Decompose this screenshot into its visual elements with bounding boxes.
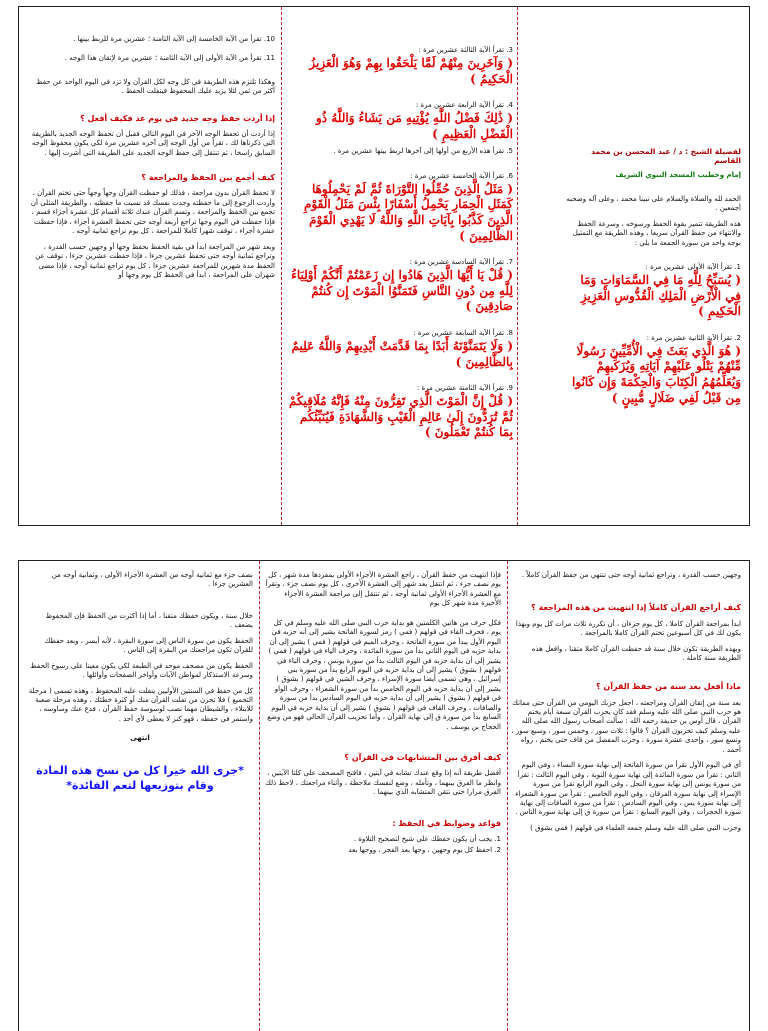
item-6 <box>287 163 513 244</box>
item-4 <box>287 92 513 142</box>
similar-verses-paragraph: أفضل طريقة أنه إذا وقع عندك تشابه في آيتين ، فافتح المصحف على كلتا الآيتين ، وانظر ما الفرق بينهما ، وتأمله ، وضع لنفسك ملاحظة ، وأثناء مراجعتك ، لاحظ ذلك الفرق مرارا حتى تتقن المتشابه الذي بينهما . <box>265 769 501 797</box>
item-7-verse: ( قُلْ يَا أَيُّهَا الَّذِينَ هَادُوا إِن زَعَمْتُمْ أَنَّكُمْ أَوْلِيَاءُ لِلَّهِ مِن دُونِ النَّاسِ فَتَمَنَّوُا الْمَوْتَ إِن كُنتُمْ صَادِقِينَ ) <box>291 268 513 314</box>
page1-right-column <box>563 7 741 525</box>
intro-method: هذه الطريقة تتميز بقوة الحفظ ورسوخه ، وسرعة الحفظ والانتهاء من حفظ القرآن سريعا ، وهذه الطريقة مع التمثيل بوجه واحد من سورة الجمعة ما يلي : <box>572 219 741 247</box>
intro-paragraph: وجهين حسب القدرة ، وتراجع ثمانية أوجه حتى تنتهي من حفظ القرآن كاملاً . <box>521 571 741 579</box>
mushaf-paragraph: الحفظ يكون من مصحف موحد في الطبعة لكي يكون معينا على رسوخ الحفظ وسرعة الاستذكار لمواطن الآيات وأواخر الصفحات وأوائلها . <box>30 661 253 680</box>
rule-1: 1. يجب أن يكون حفظك على شيخ لتصحيح التلاوة . <box>353 834 501 843</box>
heading-memorize-review: كيف أجمع بين الحفظ والمراجعة ؟ <box>141 173 275 183</box>
item-4-verse: ( ذَٰلِكَ فَضْلُ اللَّهِ يُؤْتِيهِ مَن يَشَاءُ وَاللَّهُ ذُو الْفَضْلِ الْعَظِيمِ ) <box>315 111 513 141</box>
item-10: 10. تقرأ من الآية الخامسة إلى الآية الثامنة ؛ عشرين مرة للربط بينها . <box>73 35 275 43</box>
mnemonic-explanation-paragraph: فكل حرف من هاتين الكلمتين هو بداية حزب النبي صلى الله عليه وسلم في كل يوم ، فحرف الفاء في قولهم ( فمي ) رمز لسورة الفاتحة يشير إلى أنه حزبه في اليوم الأول يبدأ من سورة الفاتحة ، وحرف الميم في قولهم ( فمي ) يشير إلى أن بداية حزبه في اليوم الثاني بدأ من سورة المائدة ، وحرف الياء في قولهم ( فمي ) يشير إلى أن بداية حزبه في اليوم الثالث بدأ من سورة يونس ، وحرف الباء في قولهم ( بشوق ) يشير إلى أن بداية حزبه في اليوم الرابع بدأ من سورة بني إسرائيل ، وهي تسمى أيضا سورة الإسراء ، وحرف الشين في قولهم ( بشوق ) يشير إلى أن بداية حزبه في اليوم الخامس بدأ من سورة الشعراء ، وحرف الواو في قولهم ( بشوق ) يشير إلى أن بداية حزبه في اليوم السادس بدأ من سورة والصافات ، وحرف القاف في قولهم ( بشوق ) يشير إلى أن بداية حزبه في اليوم السابع بدأ من سورة ق إلى نهاية القرآن ، وأما تحزيب القرآن الحالي فهو من وضع الحجاج بن يوسف . <box>267 618 501 731</box>
hizb-mnemonic-paragraph: وحزب النبي صلى الله عليه وسلم جمعه العلماء في قولهم ( فمي بشوق ) <box>530 823 741 832</box>
new-page-paragraph: إذا أردت أن تحفظ الوجه الآخر في اليوم التالي فقبل أن تحفظ الوجه الجديد بالطريقة التي ذكرناها لك ، تقرأ من أول الوجه إلى آخره عشرين مرة لكي يكون محفوظ الوجه السابق راسخا ، ثم تنتقل إلى حفظ الوجه الجديد على الطريقة التي أشرت إليها . <box>31 129 275 157</box>
heading-new-page: إذا أردت حفظ وجه جديد في يوم غد فكيف أفعل ؟ <box>80 113 275 123</box>
item-7-lead: 7. تقرأ الآية السادسة عشرين مرة : <box>409 258 513 267</box>
heading-similar-verses: كيف أفرق بين المتشابهات في القرآن ؟ <box>344 753 501 762</box>
item-4-lead: 4. تقرأ الآية الرابعة عشرين مرة : <box>415 101 513 110</box>
item-11: 11. تقرأ من الآية الأولى إلى الآية الثامنة ؛ عشرين مرة لإتقان هذا الوجه . <box>64 54 275 63</box>
page2-left-column <box>27 561 253 1031</box>
item-9 <box>287 375 513 441</box>
page1-middle-column <box>287 7 513 525</box>
intro-praise: الحمد لله والصلاة والسلام على نبينا محمد ، وعلى آله وصحبه أجمعين . <box>566 194 741 213</box>
memorize-review-paragraph: لا تحفظ القرآن بدون مراجعة ، فذلك لو حفظت القرآن وجهاً وجهاً حتى تختم القرآن ، وأردت الرجوع إلى ما حفظته وجدت نفسك قد نسيت ما حفظته ، والطريقة المثلى أن تجمع بين الحفظ والمراجعة ، وتسم القرآن عندك ثلاثة أقسام كل عشرة أجزاء قسم ، فإذا حفظت في اليوم وجها تراجع أربعة أوجه حتى تحفظ العشرة أجزاء ، فإذا حفظت عشرة أجزاء ، توقف شهرا كاملا للمراجعة ، كل يوم تراجع ثمانية أوجه . <box>30 189 275 236</box>
item-7 <box>287 249 513 315</box>
page2-middle-column <box>265 561 501 1031</box>
column-divider <box>281 7 282 525</box>
daily-limit-note: وهكذا تلتزم هذه الطريقة في كل وجه لكل القرآن ولا تزد في اليوم الواحد عن حفظ أكثر من ثمن لئلا يزيد عليك المحفوظ فيتفلت الحفظ . <box>36 77 275 96</box>
column-divider <box>507 561 508 1031</box>
item-9-verse: ( قُلْ إِنَّ الْمَوْتَ الَّذِي تَفِرُّونَ مِنْهُ فَإِنَّهُ مُلَاقِيكُمْ ثُمَّ تُرَدُّونَ إِلَىٰ عَالِمِ الْغَيْبِ وَالشَّهَادَةِ فَيُنَبِّئُكُم بِمَا كُنتُمْ تَعْمَلُونَ ) <box>288 394 513 440</box>
one-year-paragraph: وبهذه الطريقة تكون خلال سنة قد حفظت القرآن كاملا متقنا ، وافعل هذه الطريقة سنة كاملة . <box>531 644 741 662</box>
page1-left-column <box>27 7 275 525</box>
item-1 <box>563 254 741 320</box>
quality-paragraph: خلال سنة ، ويكون حفظك متقنا ، أما إذا أكثرت من الحفظ فإن المحفوظ يضعف . <box>45 611 253 630</box>
heading-after-year: ماذا أفعل بعد سنة من حفظ القرآن ؟ <box>596 682 741 692</box>
page-one <box>18 6 750 526</box>
column-divider <box>259 561 260 1031</box>
item-5: 5. تقرأ هذه الأربع من أولها إلى آخرها لربط بينها عشرين مرة . <box>333 147 513 156</box>
full-review-paragraph: ابدأ بمراجعة القرآن كاملا ، كل يوم جزءان ، أن تكرره ثلاث مرات كل يوم وبهذا يكون لك في كل أسبوعين تختم القرآن كاملا بالمراجعة . <box>515 619 741 638</box>
item-8-lead: 8. تقرأ الآية السابعة عشرين مرة : <box>413 328 513 337</box>
item-3-verse: ( وَآخَرِينَ مِنْهُمْ لَمَّا يَلْحَقُوا بِهِمْ وَهُوَ الْعَزِيزُ الْحَكِيمُ ) <box>309 56 513 86</box>
order-paragraph: الحفظ يكون من سورة الناس إلى سورة البقرة ، لأنه أيسر ، وبعد حفظك للقرآن تكون مراجعتك من البقرة إلى الناس . <box>44 636 253 655</box>
heading-full-review: كيف أراجع القرآن كاملاً إذا انتهيت من هذه المراجعة ؟ <box>531 603 741 613</box>
item-3-lead: 3. تقرأ الآية الثالثة عشرين مرة : <box>418 46 513 54</box>
rule-2: 2. احفظ كل يوم وجهين ، وجها بعد الفجر ، ووجها بعد <box>348 846 501 855</box>
continuation-paragraph: نصف جزء مع ثمانية أوجه من العشرة الأجزاء الأولى ، وثمانية أوجه من العشرين جزءا . <box>51 571 253 589</box>
item-8 <box>287 320 513 370</box>
author-subtitle: إمام وخطيب المسجد النبوي الشريف <box>615 171 741 179</box>
item-6-lead: 6. تقرأ الآية الخامسة عشرين مرة : <box>410 171 513 180</box>
after-year-paragraph: بعد سنة من إتقان القرآن ومراجعته ، اجعل حزبك اليومي من القرآن حتى مماتك هو حزب النبي صلى الله عليه وسلم فقد كان يحزب القرآن سبعة أيام يختم القرآن ، قال أوس بن حذيفة رحمه الله : سألت أصحاب رسول الله صلى الله عليه وسلم كيف تحزبون القرآن ؟ قالوا : ثلاث سور ، وخمس سور ، وسبع سور ، وتسع سور ، وإحدى عشرة سورة ، وحزب المفصل من قاف حتى يختم ، رواه أحمد . <box>511 698 741 754</box>
item-1-lead: 1. تقرأ الآية الأولى عشرين مرة : <box>645 262 741 271</box>
heading-rules: قواعد وضوابط في الحفظ : <box>392 818 501 828</box>
item-8-verse: ( وَلَا يَتَمَنَّوْنَهُ أَبَدًا بِمَا قَدَّمَتْ أَيْدِيهِمْ وَاللَّهُ عَلِيمٌ بِالظَّالِمِينَ ) <box>291 338 513 369</box>
gathering-stage-paragraph: كل من حفظ في السنتين الأوليين ينفلت عليه المحفوظ ، وهذه تسمى ( مرحلة التجميع ) فلا تحزن من تفلت القرآن منك أو كثرة خطئك ، وهذه مرحلة صعبة للابتلاء ، والشيطان مهما نصب لوسوسة حفظ القرآن ، فدع عنك وساوسه ، واستمر في حفظه ، فهو كنز لا يعطى لأي أحد . <box>28 686 253 723</box>
weekly-hizb-paragraph: أي في اليوم الأول تقرأ من سورة الفاتحة إلى نهاية سورة النساء ، وفي اليوم الثاني : تقرأ من سورة المائدة إلى نهاية سورة التوبة ، وفي اليوم الثالث : تقرأ من سورة يونس إلى نهاية سورة النحل ، وفي اليوم الرابع تقرأ من سورة الإسراء إلى نهاية سورة الفرقان ، وفي اليوم الخامس : تقرأ من سورة الشعراء إلى نهاية سورة يس ، وفي اليوم السادس : تقرأ من سورة الصافات إلى نهاية سورة الحجرات ، وفي اليوم السابع : تقرأ من سورة ق إلى نهاية سورة الناس . <box>515 761 741 817</box>
item-6-verse: ( مَثَلُ الَّذِينَ حُمِّلُوا التَّوْرَاةَ ثُمَّ لَمْ يَحْمِلُوهَا كَمَثَلِ الْحِمَارِ يَحْمِلُ أَسْفَارًا بِئْسَ مَثَلُ الْقَوْمِ الَّذِينَ كَذَّبُوا بِآيَاتِ اللَّهِ وَاللَّهُ لَا يَهْدِي الْقَوْمَ الظَّالِمِينَ ) <box>304 181 513 243</box>
page2-right-column <box>511 561 741 1031</box>
item-9-lead: 9. تقرأ الآية الثامنة عشرين مرة : <box>416 384 513 393</box>
closing-dua: *جرى الله خيرا كل من نسخ هذه المادة وقام بتوزيعها لتعم الفائدة* <box>36 763 244 792</box>
item-2-lead: 2. تقرأ الآية الثانية عشرين مرة : <box>646 333 741 342</box>
item-2-verse: ( هُوَ الَّذِي بَعَثَ فِي الْأُمِّيِّينَ رَسُولًا مِّنْهُمْ يَتْلُو عَلَيْهِمْ آيَاتِهِ وَيُزَكِّيهِمْ وَيُعَلِّمُهُمُ الْكِتَابَ وَالْحِكْمَةَ وَإِن كَانُوا مِن قَبْلُ لَفِي ضَلَالٍ مُّبِينٍ ) <box>572 343 741 405</box>
item-1-verse: ( يُسَبِّحُ لِلَّهِ مَا فِي السَّمَاوَاتِ وَمَا فِي الْأَرْضِ الْمَلِكِ الْقُدُّوسِ الْعَزِيزِ الْحَكِيمِ ) <box>580 272 741 319</box>
item-3 <box>287 37 513 87</box>
author-title: لفضيلة الشيخ : د / عبد المحسن بن محمد القاسم <box>591 147 741 165</box>
column-divider <box>517 7 518 525</box>
item-2 <box>563 325 741 406</box>
page-two <box>18 560 750 1031</box>
end-label: انتهى <box>130 734 150 743</box>
after-month-paragraph: وبعد شهر من المراجعة ابدأ في بقية الحفظ بحفظ وجها أو وجهين حسب القدرة ، وتراجع ثمانية أوجه حتى تحفظ عشرين جزءا ، فإذا حفظت عشرين جزءا ، توقف عن الحفظ مدة شهرين للمراجعة عشرين جزءا ، كل يوم تراجع ثمانية أوجه ، فإذا مضى شهران على المراجعة ، ابدأ في الحفظ كل يوم وجها أو <box>35 242 275 279</box>
review-plan-paragraph: فإذا انتهيت من حفظ القرآن ، راجع العشرة الأجزاء الأولى بمفردها مدة شهر ، كل يوم نصف جزء ، ثم انتقل بعد شهر إلى العشرة الأخرى ، كل يوم نصف جزء ، وتقرأ مع العشرة الأجزاء الأولى ثمانية أوجه ، ثم تنتقل إلى مراجعة العشرة الأجزاء الأخيرة مدة شهر كل يوم <box>265 571 501 608</box>
